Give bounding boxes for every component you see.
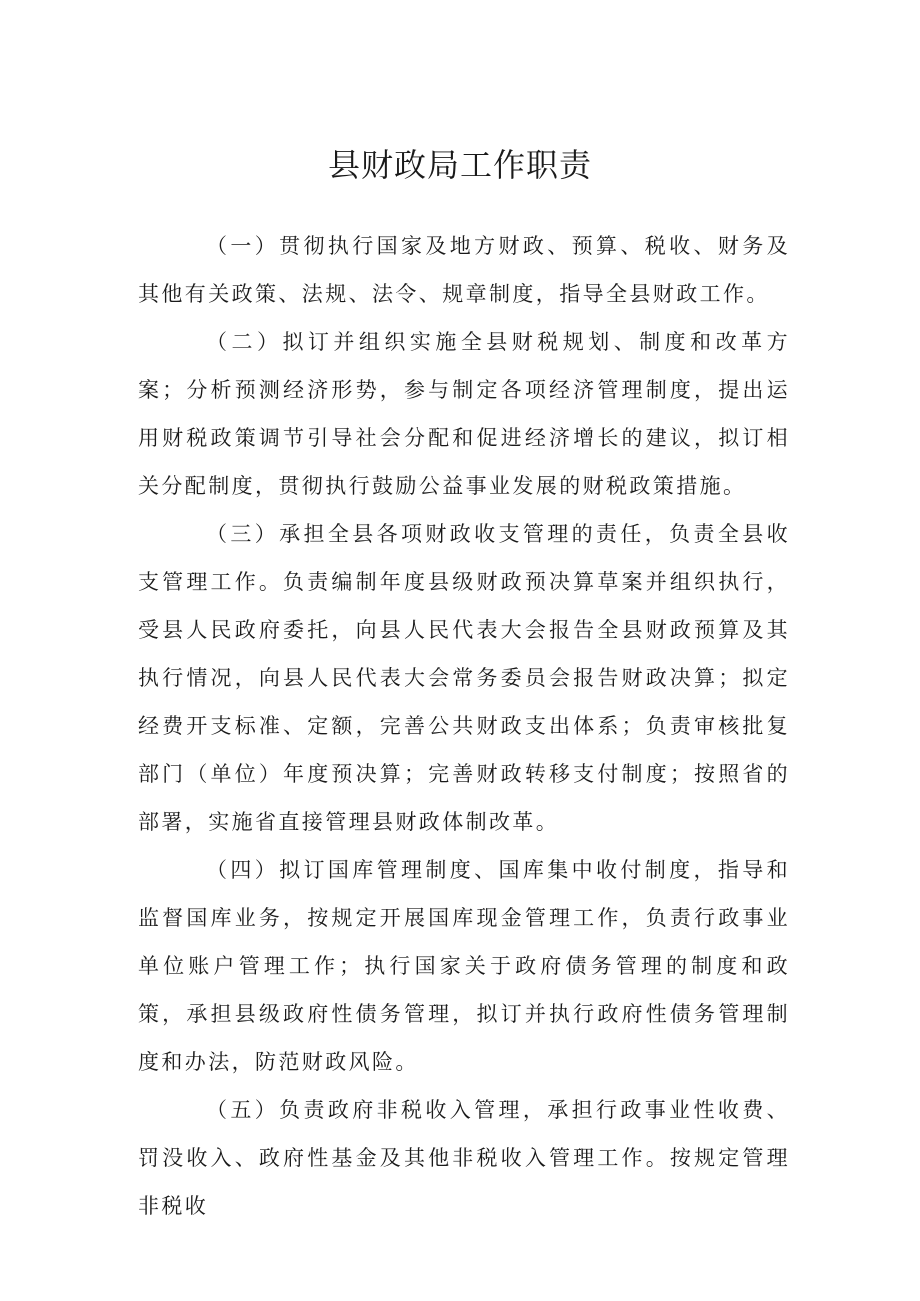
paragraph-3: （三）承担全县各项财政收支管理的责任，负责全县收支管理工作。负责编制年度县级财政预决算草案并组织执行，受县人民政府委托，向县人民代表大会报告全县财政预算及其执行情况，向县人民代表大会常务委员会报告财政决算；拟定经费开支标准、定额，完善公共财政支出体系；负责审核批复部门（单位）年度预决算；完善财政转移支付制度；按照省的部署，实施省直接管理县财政体制改革。 (138, 522, 790, 834)
document-body (138, 222, 790, 1230)
paragraph-4: （四）拟订国库管理制度、国库集中收付制度，指导和监督国库业务，按规定开展国库现金管理工作，负责行政事业单位账户管理工作；执行国家关于政府债务管理的制度和政策，承担县级政府性债务管理，拟订并执行政府性债务管理制度和办法，防范财政风险。 (138, 858, 790, 1074)
paragraph-2: （二）拟订并组织实施全县财税规划、制度和改革方案；分析预测经济形势，参与制定各项经济管理制度，提出运用财税政策调节引导社会分配和促进经济增长的建议，拟订相关分配制度，贯彻执行鼓励公益事业发展的财税政策措施。 (138, 330, 790, 498)
paragraph-5: （五）负责政府非税收入管理，承担行政事业性收费、罚没收入、政府性基金及其他非税收入管理工作。按规定管理非税收 (138, 1098, 790, 1218)
paragraph-1: （一）贯彻执行国家及地方财政、预算、税收、财务及其他有关政策、法规、法令、规章制度，指导全县财政工作。 (138, 234, 790, 306)
document-title: 县财政局工作职责 (327, 146, 592, 184)
